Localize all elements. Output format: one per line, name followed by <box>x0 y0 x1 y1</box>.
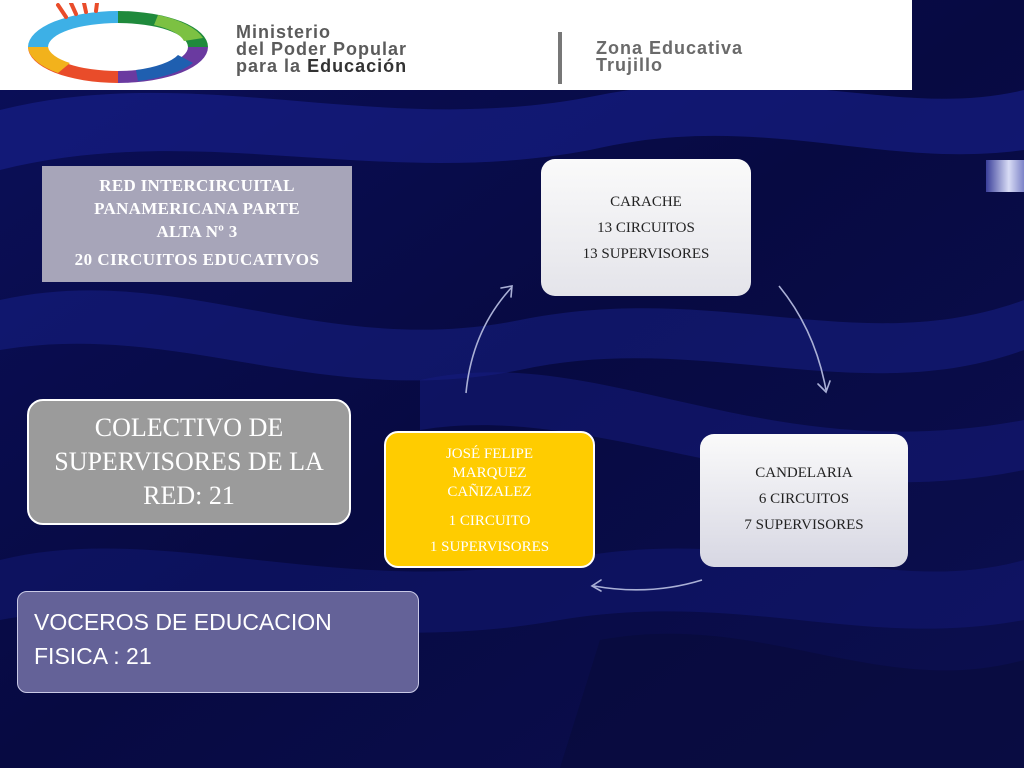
arrow-candelaria-to-jose <box>594 580 702 590</box>
colectivo-line: RED: 21 <box>143 481 235 510</box>
zona-line-1: Zona Educativa <box>596 38 744 58</box>
node-name-line: JOSÉ FELIPE <box>445 446 534 462</box>
colectivo-line: COLECTIVO DE <box>94 413 284 442</box>
node-carache <box>541 159 751 296</box>
colectivo-line: SUPERVISORES DE LA <box>54 447 324 476</box>
ministry-line-2: del Poder Popular <box>236 39 408 59</box>
ministry-line-3: para la Educación <box>236 56 408 76</box>
ministry-line-1: Ministerio <box>236 22 332 42</box>
node-circuits: 6 CIRCUITOS <box>758 491 850 507</box>
node-jose-felipe-marquez-canizalez <box>384 431 595 568</box>
arrow-jose-to-carache <box>466 287 512 393</box>
node-supervisors: 13 SUPERVISORES <box>582 246 710 262</box>
network-title-line: RED INTERCIRCUITAL <box>99 176 295 195</box>
node-supervisors: 1 SUPERVISORES <box>429 539 550 555</box>
node-name-line: CAÑIZALEZ <box>447 484 532 500</box>
arrowhead-icon <box>592 580 601 591</box>
network-subtitle: 20 CIRCUITOS EDUCATIVOS <box>74 250 320 269</box>
arrow-carache-to-candelaria <box>779 286 826 390</box>
node-name-line: MARQUEZ <box>452 465 527 481</box>
network-title-line: PANAMERICANA PARTE <box>94 199 300 218</box>
node-circuits: 13 CIRCUITOS <box>597 220 695 236</box>
voceros-line: VOCEROS DE EDUCACION <box>34 609 332 635</box>
node-circuits: 1 CIRCUITO <box>448 513 531 529</box>
network-title-line: ALTA Nº 3 <box>156 222 238 241</box>
node-name: CARACHE <box>610 194 682 210</box>
node-supervisors: 7 SUPERVISORES <box>744 517 864 533</box>
node-name: CANDELARIA <box>755 465 853 481</box>
node-candelaria <box>700 434 908 567</box>
zona-line-2: Trujillo <box>596 55 664 75</box>
voceros-line: FISICA : 21 <box>34 643 152 669</box>
